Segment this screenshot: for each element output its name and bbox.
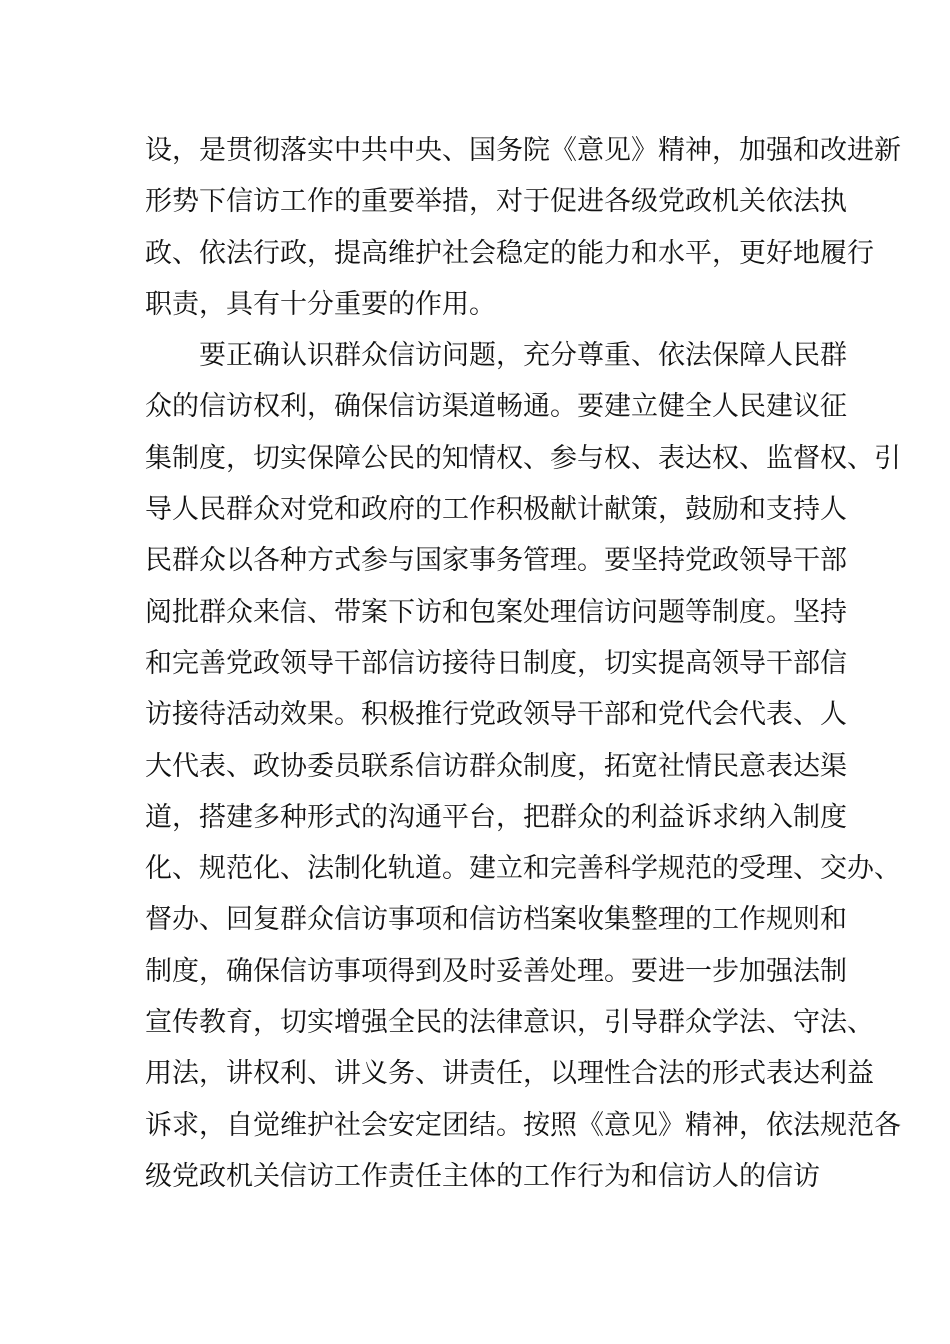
text-line: 访接待活动效果。积极推行党政领导干部和党代会代表、人 bbox=[145, 699, 847, 731]
text-line: 要正确认识群众信访问题，充分尊重、依法保障人民群 bbox=[199, 340, 847, 372]
text-line: 众的信访权利，确保信访渠道畅通。要建立健全人民建议征 bbox=[145, 391, 847, 423]
text-line: 民群众以各种方式参与国家事务管理。要坚持党政领导干部 bbox=[145, 545, 847, 577]
text-line: 政、依法行政，提高维护社会稳定的能力和水平，更好地履行 bbox=[145, 237, 874, 269]
document-body bbox=[145, 125, 901, 1202]
text-line: 道，搭建多种形式的沟通平台，把群众的利益诉求纳入制度 bbox=[145, 801, 847, 833]
text-line: 化、规范化、法制化轨道。建立和完善科学规范的受理、交办、 bbox=[145, 853, 901, 885]
text-line: 形势下信访工作的重要举措，对于促进各级党政机关依法执 bbox=[145, 186, 847, 218]
text-line: 制度，确保信访事项得到及时妥善处理。要进一步加强法制 bbox=[145, 955, 847, 987]
text-line: 和完善党政领导干部信访接待日制度，切实提高领导干部信 bbox=[145, 647, 847, 679]
text-line: 级党政机关信访工作责任主体的工作行为和信访人的信访 bbox=[145, 1160, 820, 1192]
text-line: 诉求，自觉维护社会安定团结。按照《意见》精神，依法规范各 bbox=[145, 1109, 901, 1141]
text-line: 阅批群众来信、带案下访和包案处理信访问题等制度。坚持 bbox=[145, 596, 847, 628]
text-line: 督办、回复群众信访事项和信访档案收集整理的工作规则和 bbox=[145, 904, 847, 936]
paragraph-1 bbox=[145, 125, 901, 330]
text-line: 用法，讲权利、讲义务、讲责任，以理性合法的形式表达利益 bbox=[145, 1058, 874, 1090]
text-line: 集制度，切实保障公民的知情权、参与权、表达权、监督权、引 bbox=[145, 442, 901, 474]
paragraph-2 bbox=[145, 330, 901, 1202]
text-line: 导人民群众对党和政府的工作积极献计献策，鼓励和支持人 bbox=[145, 494, 847, 526]
text-line: 职责，具有十分重要的作用。 bbox=[145, 288, 496, 320]
text-line: 宣传教育，切实增强全民的法律意识，引导群众学法、守法、 bbox=[145, 1007, 874, 1039]
text-line: 大代表、政协委员联系信访群众制度，拓宽社情民意表达渠 bbox=[145, 750, 847, 782]
text-line: 设，是贯彻落实中共中央、国务院《意见》精神，加强和改进新 bbox=[145, 135, 901, 166]
